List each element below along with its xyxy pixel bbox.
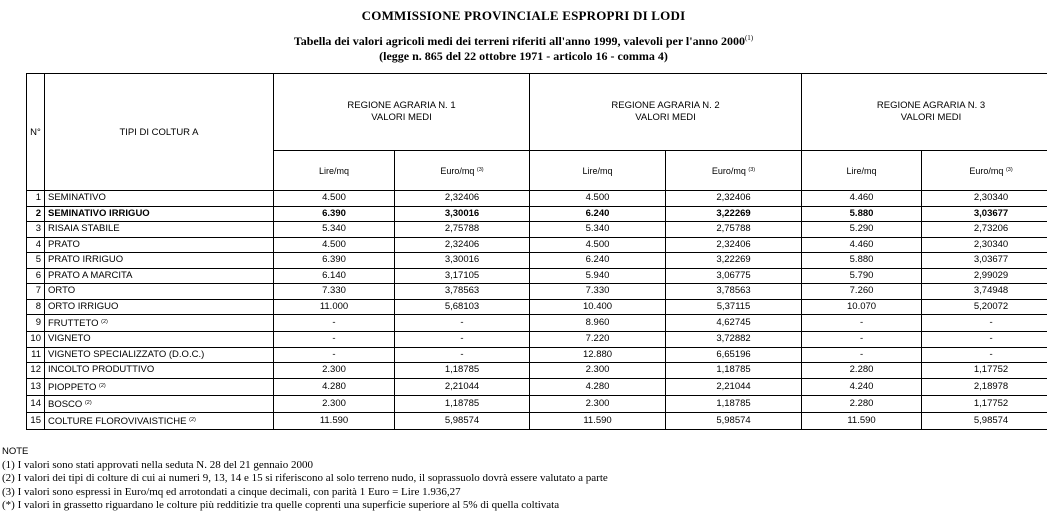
unit-euro-label: Euro/mq: [711, 165, 746, 176]
row-number: 13: [27, 378, 45, 395]
note-item: (1) I valori sono stati approvati nella seduta N. 28 del 21 gennaio 2000: [2, 458, 313, 471]
region-2-lire-value: 6.240: [530, 253, 666, 269]
region-2-euro-value: 3,72882: [666, 332, 802, 348]
region-3-euro-value: 3,03677: [922, 253, 1047, 269]
region-2-euro-value: 1,18785: [666, 395, 802, 412]
region-1-lire-value: 4.280: [274, 378, 395, 395]
region-1-lire-value: 6.390: [274, 206, 395, 222]
region-3-lire-value: -: [802, 315, 922, 332]
region-3-euro-value: 2,18978: [922, 378, 1047, 395]
unit-euro-footnote: (3): [476, 166, 484, 173]
crop-type-name: PIOPPETO: [48, 381, 97, 393]
region-3-lire-value: 4.460: [802, 191, 922, 207]
region-2-title: REGIONE AGRARIA N. 2: [611, 100, 720, 111]
region-3-euro-value: 1,17752: [922, 363, 1047, 379]
row-number: 10: [27, 332, 45, 348]
region-3-lire-value: 11.590: [802, 412, 922, 429]
row-number: 4: [27, 237, 45, 253]
table-row: [27, 191, 1047, 207]
region-1-euro-value: 2,32406: [395, 237, 530, 253]
col-header-number: N°: [27, 74, 45, 191]
values-table: [26, 73, 1047, 430]
region-3-lire-value: 5.790: [802, 268, 922, 284]
region-3-lire-value: 5.880: [802, 206, 922, 222]
region-1-euro-value: 5,68103: [395, 299, 530, 315]
region-2-lire-value: 7.330: [530, 284, 666, 300]
region-2-euro-value: 3,78563: [666, 284, 802, 300]
region-3-euro-value: 1,17752: [922, 395, 1047, 412]
table-row: [27, 222, 1047, 238]
region-3-lire-value: 4.460: [802, 237, 922, 253]
crop-type-cell: [45, 395, 274, 412]
region-1-euro-value: 2,32406: [395, 191, 530, 207]
subtitle-text: Tabella dei valori agricoli medi dei terreni riferiti all'anno 1999, valevoli per l'anno 2000: [293, 34, 745, 48]
region-3-lire-value: 5.290: [802, 222, 922, 238]
region-3-euro-value: -: [922, 347, 1047, 363]
crop-type-name: FRUTTETO: [48, 318, 99, 329]
region-1-lire-value: 11.000: [274, 299, 395, 315]
crop-type-name: PRATO: [48, 238, 80, 250]
region-2-lire-value: 2.300: [530, 395, 666, 412]
region-1-title: REGIONE AGRARIA N. 1: [347, 100, 456, 111]
region-2-euro-value: 2,75788: [666, 222, 802, 238]
crop-type-cell: [45, 412, 274, 429]
region-2-lire-value: 5.340: [530, 222, 666, 238]
region-2-euro-value: 3,06775: [666, 268, 802, 284]
crop-type-cell: [45, 253, 274, 269]
crop-type-cell: [45, 299, 274, 315]
crop-type-cell: [45, 315, 274, 332]
row-number: 11: [27, 347, 45, 363]
region-3-lire-value: 2.280: [802, 395, 922, 412]
unit-euro-r3: [922, 151, 1047, 191]
crop-footnote-ref: (2): [84, 399, 92, 406]
row-number: 3: [27, 222, 45, 238]
region-2-euro-value: 6,65196: [666, 347, 802, 363]
region-1-euro-value: -: [395, 315, 530, 332]
region-2-lire-value: 2.300: [530, 363, 666, 379]
unit-euro-r2: [666, 151, 802, 191]
region-1-lire-value: 2.300: [274, 395, 395, 412]
region-3-lire-value: 10.070: [802, 299, 922, 315]
row-number: 5: [27, 253, 45, 269]
crop-type-cell: [45, 378, 274, 395]
region-2-lire-value: 7.220: [530, 332, 666, 348]
crop-type-name: PRATO IRRIGUO: [48, 254, 124, 266]
crop-type-name: SEMINATIVO: [48, 192, 106, 204]
region-1-lire-value: -: [274, 347, 395, 363]
table-row: [27, 412, 1047, 429]
region-3-lire-value: -: [802, 332, 922, 348]
crop-footnote-ref: (2): [101, 319, 108, 325]
region-3-euro-value: 5,20072: [922, 299, 1047, 315]
note-item: (2) I valori dei tipi di colture di cui ai numeri 9, 13, 14 e 15 si riferiscono al solo terreno nudo, il soprassuolo dovrà essere valutato a parte: [2, 472, 608, 485]
region-2-lire-value: 8.960: [530, 315, 666, 332]
crop-type-name: SEMINATIVO IRRIGUO: [48, 207, 150, 219]
table-row: [27, 206, 1047, 222]
col-header-crop-types: TIPI DI COLTUR A: [45, 74, 274, 191]
document-subtitle: [0, 34, 1047, 49]
region-3-euro-value: 2,73206: [922, 222, 1047, 238]
table-body: [27, 191, 1047, 430]
table-row: [27, 253, 1047, 269]
row-number: 8: [27, 299, 45, 315]
region-1-lire-value: 7.330: [274, 284, 395, 300]
region-3-lire-value: 4.240: [802, 378, 922, 395]
region-3-lire-value: 2.280: [802, 363, 922, 379]
row-number: 2: [27, 206, 45, 222]
region-3-lire-value: -: [802, 347, 922, 363]
subtitle-footnote-ref: (1): [744, 34, 754, 42]
row-number: 9: [27, 315, 45, 332]
header-row-regions: [27, 74, 1047, 151]
region-1-lire-value: 4.500: [274, 237, 395, 253]
unit-euro-r1: [395, 151, 530, 191]
region-1-euro-value: -: [395, 332, 530, 348]
region-2-euro-value: 2,21044: [666, 378, 802, 395]
region-2-lire-value: 4.500: [530, 191, 666, 207]
region-2-euro-value: 3,22269: [666, 253, 802, 269]
unit-euro-label: Euro/mq: [969, 165, 1004, 176]
region-3-euro-value: 3,03677: [922, 206, 1047, 222]
region-3-euro-value: 2,99029: [922, 268, 1047, 284]
region-header-2: [530, 74, 802, 151]
row-number: 1: [27, 191, 45, 207]
region-1-euro-value: 2,75788: [395, 222, 530, 238]
note-item: (3) I valori sono espressi in Euro/mq ed arrotondati a cinque decimali, con parità 1 Euro = Lire 1.936,27: [2, 485, 461, 498]
table-row: [27, 268, 1047, 284]
region-3-title: REGIONE AGRARIA N. 3: [876, 100, 986, 111]
notes-title: NOTE: [2, 446, 29, 457]
crop-type-name: VIGNETO SPECIALIZZATO (D.O.C.): [48, 348, 205, 360]
crop-type-cell: [45, 347, 274, 363]
table-row: [27, 237, 1047, 253]
crop-type-cell: [45, 268, 274, 284]
region-1-lire-value: -: [274, 332, 395, 348]
region-2-euro-value: 3,22269: [666, 206, 802, 222]
region-1-lire-value: 2.300: [274, 363, 395, 379]
region-2-lire-value: 12.880: [530, 347, 666, 363]
region-2-euro-value: 2,32406: [666, 191, 802, 207]
table-row: [27, 332, 1047, 348]
crop-footnote-ref: (2): [189, 416, 196, 423]
document-title: COMMISSIONE PROVINCIALE ESPROPRI DI LODI: [361, 8, 686, 23]
region-1-lire-value: -: [274, 315, 395, 332]
region-1-euro-value: 1,18785: [395, 395, 530, 412]
crop-type-name: PRATO A MARCITA: [48, 269, 133, 281]
crop-type-name: BOSCO: [48, 398, 83, 410]
region-1-euro-value: 3,78563: [395, 284, 530, 300]
region-3-euro-value: 5,98574: [922, 412, 1047, 429]
region-1-euro-value: 1,18785: [395, 363, 530, 379]
region-2-lire-value: 10.400: [530, 299, 666, 315]
region-1-lire-value: 4.500: [274, 191, 395, 207]
region-1-lire-value: 5.340: [274, 222, 395, 238]
crop-type-cell: [45, 363, 274, 379]
region-1-euro-value: -: [395, 347, 530, 363]
note-item: (*) I valori in grassetto riguardano le colture più redditizie tra quelle coprenti una superficie superiore al 5% di quella coltivata: [2, 499, 560, 512]
region-3-lire-value: 7.260: [802, 284, 922, 300]
law-reference: (legge n. 865 del 22 ottobre 1971 - articolo 16 - comma 4): [379, 49, 668, 63]
region-2-lire-value: 11.590: [530, 412, 666, 429]
crop-type-name: VIGNETO: [48, 333, 91, 345]
table-row: [27, 315, 1047, 332]
crop-type-name: INCOLTO PRODUTTIVO: [48, 364, 155, 376]
region-2-euro-value: 1,18785: [666, 363, 802, 379]
unit-euro-footnote: (3): [748, 166, 756, 173]
region-2-lire-value: 5.940: [530, 268, 666, 284]
region-2-lire-value: 4.280: [530, 378, 666, 395]
row-number: 15: [27, 412, 45, 429]
region-1-lire-value: 11.590: [274, 412, 395, 429]
table-row: [27, 378, 1047, 395]
crop-type-cell: [45, 191, 274, 207]
region-3-euro-value: -: [922, 332, 1047, 348]
crop-type-cell: [45, 206, 274, 222]
table-row: [27, 395, 1047, 412]
crop-type-cell: [45, 284, 274, 300]
row-number: 6: [27, 268, 45, 284]
unit-lire-r1: Lire/mq: [274, 151, 395, 191]
row-number: 12: [27, 363, 45, 379]
unit-euro-footnote: (3): [1005, 166, 1013, 173]
crop-type-cell: [45, 332, 274, 348]
crop-type-name: ORTO IRRIGUO: [48, 300, 119, 312]
region-3-lire-value: 5.880: [802, 253, 922, 269]
region-1-euro-value: 3,30016: [395, 206, 530, 222]
region-3-euro-value: 2,30340: [922, 237, 1047, 253]
region-1-lire-value: 6.390: [274, 253, 395, 269]
crop-type-cell: [45, 222, 274, 238]
region-3-euro-value: 3,74948: [922, 284, 1047, 300]
region-3-subtitle: VALORI MEDI: [900, 112, 962, 123]
region-2-lire-value: 4.500: [530, 237, 666, 253]
region-2-subtitle: VALORI MEDI: [635, 112, 696, 123]
crop-type-name: COLTURE FLOROVIVAISTICHE: [48, 415, 187, 427]
region-1-euro-value: 3,17105: [395, 268, 530, 284]
row-number: 7: [27, 284, 45, 300]
crop-type-name: ORTO: [48, 285, 76, 297]
unit-lire-r3: Lire/mq: [802, 151, 922, 191]
crop-footnote-ref: (2): [99, 382, 106, 389]
table-row: [27, 299, 1047, 315]
region-1-subtitle: VALORI MEDI: [371, 112, 432, 123]
table-row: [27, 347, 1047, 363]
table-row: [27, 284, 1047, 300]
region-header-1: [274, 74, 530, 151]
unit-euro-label: Euro/mq: [440, 165, 475, 176]
notes-section: [2, 445, 1042, 513]
region-2-euro-value: 2,32406: [666, 237, 802, 253]
region-2-lire-value: 6.240: [530, 206, 666, 222]
region-3-euro-value: 2,30340: [922, 191, 1047, 207]
region-1-lire-value: 6.140: [274, 268, 395, 284]
region-2-euro-value: 4,62745: [666, 315, 802, 332]
region-1-euro-value: 3,30016: [395, 253, 530, 269]
region-1-euro-value: 5,98574: [395, 412, 530, 429]
crop-type-cell: [45, 237, 274, 253]
region-2-euro-value: 5,98574: [666, 412, 802, 429]
table-row: [27, 363, 1047, 379]
crop-type-name: RISAIA STABILE: [48, 223, 120, 235]
region-header-3: [802, 74, 1047, 151]
unit-lire-r2: Lire/mq: [530, 151, 666, 191]
region-3-euro-value: -: [922, 315, 1047, 332]
region-1-euro-value: 2,21044: [395, 378, 530, 395]
region-2-euro-value: 5,37115: [666, 299, 802, 315]
row-number: 14: [27, 395, 45, 412]
